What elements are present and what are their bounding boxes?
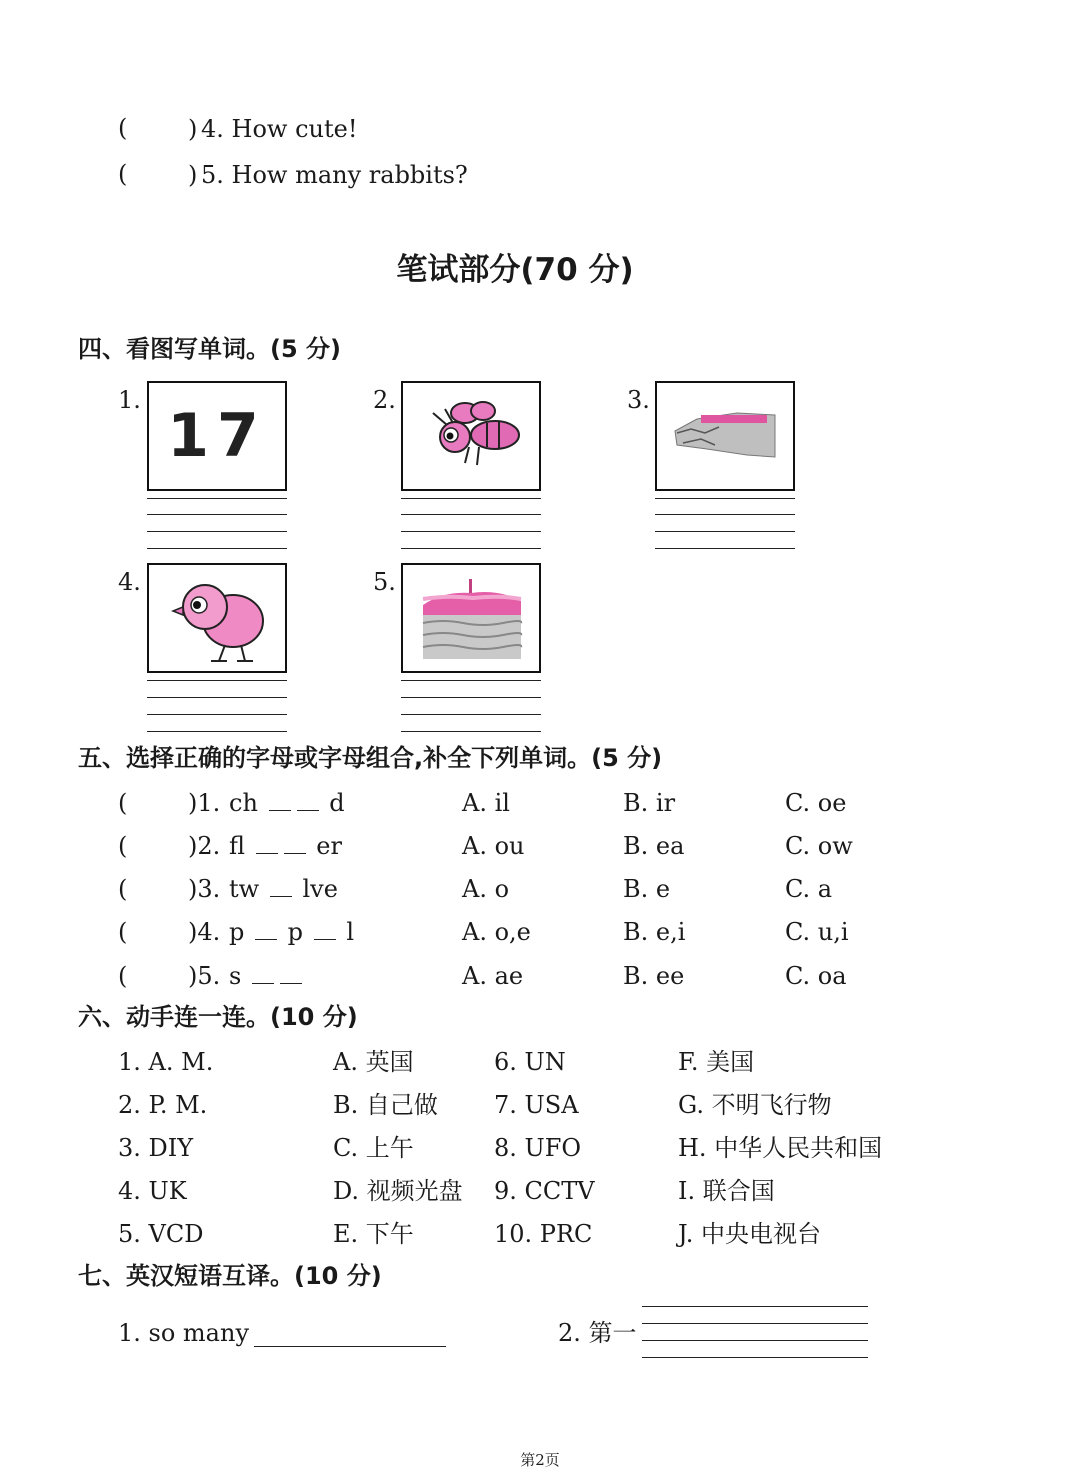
word-start: s [229, 962, 242, 990]
option-a: A. ou [462, 832, 525, 860]
landscape-icon [657, 383, 793, 489]
answer-paren-open: ( [118, 962, 128, 990]
picture-item-number: 5. [373, 568, 396, 596]
match-abbrev[interactable]: 8. UFO [494, 1134, 582, 1162]
translation-item-2: 2. 第一 [558, 1319, 637, 1347]
word-start: p [229, 918, 245, 946]
question-number: )4. [188, 918, 221, 946]
translation-item-1: 1. so many [118, 1319, 250, 1347]
picture-sea [401, 563, 541, 673]
written-part-title: 笔试部分(70 分) [396, 252, 634, 288]
word-end: er [316, 832, 342, 860]
question-number: )5. [188, 962, 221, 990]
write-line[interactable] [401, 697, 541, 698]
word-start: tw [229, 875, 260, 903]
match-meaning[interactable]: B. 自己做 [333, 1091, 438, 1119]
answer-paren-open: ( [118, 832, 128, 860]
match-abbrev[interactable]: 4. UK [118, 1177, 187, 1205]
match-meaning[interactable]: G. 不明飞行物 [678, 1091, 832, 1119]
word-end: d [329, 789, 345, 817]
answer-paren-open: ( [118, 160, 128, 188]
option-a: A. ae [462, 962, 524, 990]
option-b: B. ea [623, 832, 685, 860]
answer-paren-open: ( [118, 114, 128, 142]
listening-item-text: 4. How cute! [201, 115, 358, 143]
picture-landscape [655, 381, 795, 491]
word-end: lve [302, 875, 338, 903]
answer-paren-open: ( [118, 918, 128, 946]
match-meaning[interactable]: I. 联合国 [678, 1177, 775, 1205]
write-line[interactable] [655, 514, 795, 515]
picture-bee [401, 381, 541, 491]
word-with-blanks [229, 874, 338, 904]
match-abbrev[interactable]: 10. PRC [494, 1220, 593, 1248]
question-number: )3. [188, 875, 221, 903]
section7-heading: 七、英汉短语互译。(10 分) [78, 1262, 382, 1290]
option-c: C. a [785, 875, 833, 903]
write-line[interactable] [147, 714, 287, 715]
section6-heading: 六、动手连一连。(10 分) [78, 1003, 358, 1031]
picture-item-number: 4. [118, 568, 141, 596]
write-line[interactable] [401, 548, 541, 549]
match-abbrev[interactable]: 9. CCTV [494, 1177, 595, 1205]
option-a: A. o [462, 875, 510, 903]
write-line[interactable] [401, 498, 541, 499]
question-number: )1. [188, 789, 221, 817]
match-meaning[interactable]: F. 美国 [678, 1048, 755, 1076]
picture-chick [147, 563, 287, 673]
write-line[interactable] [401, 514, 541, 515]
write-line[interactable] [147, 498, 287, 499]
option-c: C. oa [785, 962, 847, 990]
answer-paren-open: ( [118, 875, 128, 903]
page-number: 第2页 [520, 1451, 560, 1469]
write-line[interactable] [401, 714, 541, 715]
letter-blank[interactable] [314, 917, 336, 940]
section4-heading: 四、看图写单词。(5 分) [78, 335, 341, 363]
picture-item-number: 1. [118, 386, 141, 414]
write-line[interactable] [147, 680, 287, 681]
word-with-blanks [229, 831, 342, 861]
letter-blank[interactable] [255, 917, 277, 940]
match-abbrev[interactable]: 6. UN [494, 1048, 566, 1076]
write-line[interactable] [147, 514, 287, 515]
letter-blank[interactable] [297, 788, 319, 811]
match-abbrev[interactable]: 3. DIY [118, 1134, 194, 1162]
write-line[interactable] [655, 548, 795, 549]
option-b: B. e,i [623, 918, 686, 946]
write-line[interactable] [401, 680, 541, 681]
match-abbrev[interactable]: 5. VCD [118, 1220, 204, 1248]
letter-blank[interactable] [284, 831, 306, 854]
letter-blank[interactable] [252, 961, 274, 984]
write-line[interactable] [642, 1357, 868, 1358]
match-abbrev[interactable]: 7. USA [494, 1091, 579, 1119]
letter-blank[interactable] [256, 831, 278, 854]
word-start: ch [229, 789, 258, 817]
picture-number-seventeen [147, 381, 287, 491]
write-line[interactable] [147, 548, 287, 549]
picture-item-number: 2. [373, 386, 396, 414]
write-line[interactable] [147, 697, 287, 698]
write-line[interactable] [655, 531, 795, 532]
word-middle: p [287, 918, 304, 946]
write-line[interactable] [401, 531, 541, 532]
match-abbrev[interactable]: 1. A. M. [118, 1048, 214, 1076]
letter-blank[interactable] [269, 788, 291, 811]
option-c: C. oe [785, 789, 847, 817]
word-with-blanks [229, 788, 345, 818]
option-c: C. ow [785, 832, 853, 860]
match-meaning[interactable]: J. 中央电视台 [678, 1220, 822, 1248]
option-b: B. e [623, 875, 671, 903]
word-with-blanks [229, 917, 354, 947]
match-meaning[interactable]: D. 视频光盘 [333, 1177, 463, 1205]
option-a: A. o,e [462, 918, 531, 946]
write-line[interactable] [642, 1340, 868, 1341]
word-start: fl [229, 832, 246, 860]
chick-icon [149, 565, 285, 671]
write-line[interactable] [147, 731, 287, 732]
listening-item-text: 5. How many rabbits? [201, 161, 468, 189]
option-b: B. ir [623, 789, 676, 817]
match-meaning[interactable]: A. 英国 [333, 1048, 414, 1076]
picture-item-number: 3. [627, 386, 650, 414]
word-with-blanks [229, 961, 305, 991]
option-b: B. ee [623, 962, 685, 990]
option-a: A. il [462, 789, 510, 817]
bee-icon [403, 383, 539, 489]
letter-blank[interactable] [280, 961, 302, 984]
sea-icon [403, 565, 539, 671]
section5-heading: 五、选择正确的字母或字母组合,补全下列单词。(5 分) [78, 744, 663, 772]
answer-paren-close: ) [188, 161, 198, 189]
match-meaning[interactable]: E. 下午 [333, 1220, 414, 1248]
write-line[interactable] [642, 1323, 868, 1324]
match-meaning[interactable]: H. 中华人民共和国 [678, 1134, 883, 1162]
picture1-number: 17 [167, 401, 267, 471]
match-meaning[interactable]: C. 上午 [333, 1134, 414, 1162]
question-number: )2. [188, 832, 221, 860]
answer-paren-close: ) [188, 115, 198, 143]
match-abbrev[interactable]: 2. P. M. [118, 1091, 208, 1119]
option-c: C. u,i [785, 918, 849, 946]
write-line[interactable] [655, 498, 795, 499]
letter-blank[interactable] [270, 874, 292, 897]
answer-paren-open: ( [118, 789, 128, 817]
word-end: l [346, 918, 354, 946]
write-line[interactable] [401, 731, 541, 732]
answer-line[interactable] [254, 1346, 446, 1347]
write-line[interactable] [642, 1306, 868, 1307]
write-line[interactable] [147, 531, 287, 532]
